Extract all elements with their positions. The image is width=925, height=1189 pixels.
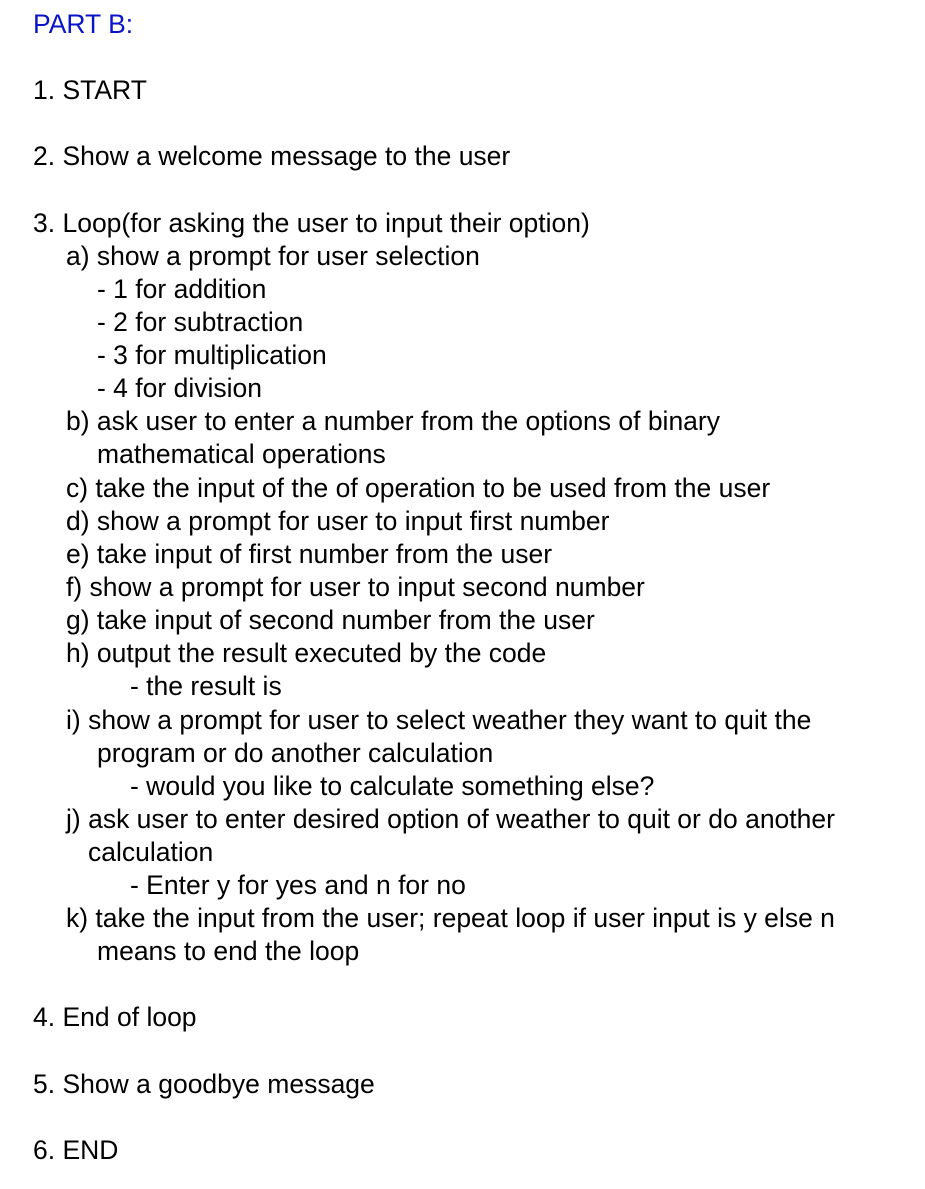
option-addition: - 1 for addition — [97, 274, 267, 304]
substep-i-note: - would you like to calculate something else? — [130, 771, 655, 801]
substep-i: i) show a prompt for user to select weather they want to quit the — [66, 705, 812, 735]
substep-b-cont: mathematical operations — [97, 439, 386, 469]
substep-f: f) show a prompt for user to input second number — [66, 572, 645, 602]
substep-i-cont: program or do another calculation — [97, 738, 494, 768]
substep-g: g) take input of second number from the user — [66, 605, 595, 635]
step-3: 3. Loop(for asking the user to input their option) — [33, 208, 590, 238]
section-title: PART B: — [33, 9, 134, 39]
substep-a: a) show a prompt for user selection — [66, 241, 480, 271]
substep-d: d) show a prompt for user to input first number — [66, 506, 610, 536]
option-division: - 4 for division — [97, 373, 262, 403]
option-multiplication: - 3 for multiplication — [97, 340, 327, 370]
step-4: 4. End of loop — [33, 1002, 197, 1032]
substep-c: c) take the input of the of operation to be used from the user — [66, 473, 771, 503]
substep-h: h) output the result executed by the code — [66, 638, 547, 668]
substep-k: k) take the input from the user; repeat loop if user input is y else n — [66, 903, 835, 933]
substep-j-cont: calculation — [88, 837, 214, 867]
substep-j: j) ask user to enter desired option of weather to quit or do another — [66, 804, 835, 834]
substep-j-note: - Enter y for yes and n for no — [130, 870, 466, 900]
step-1: 1. START — [33, 75, 147, 105]
step-2: 2. Show a welcome message to the user — [33, 141, 511, 171]
step-6: 6. END — [33, 1135, 119, 1165]
option-subtraction: - 2 for subtraction — [97, 307, 304, 337]
step-5: 5. Show a goodbye message — [33, 1069, 375, 1099]
substep-k-cont: means to end the loop — [97, 936, 360, 966]
substep-h-note: - the result is — [130, 671, 282, 701]
substep-e: e) take input of first number from the user — [66, 539, 553, 569]
substep-b: b) ask user to enter a number from the options of binary — [66, 406, 720, 436]
